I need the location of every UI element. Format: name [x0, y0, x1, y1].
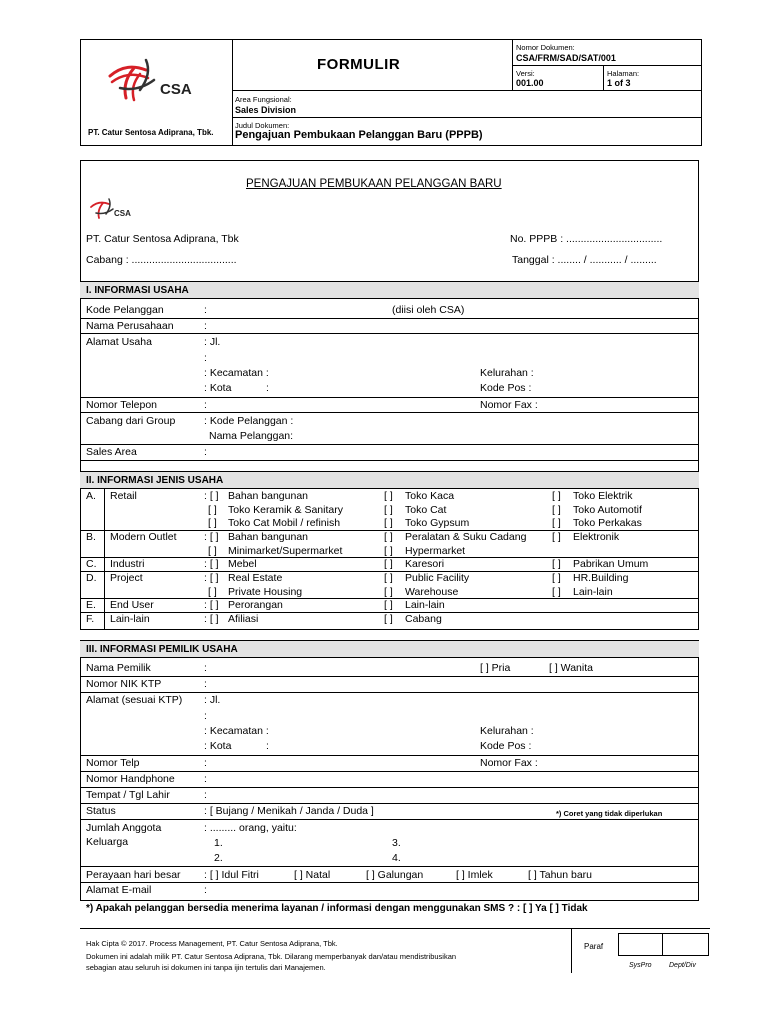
ttl-label: Tempat / Tgl Lahir: [86, 789, 170, 801]
header-divider: [232, 90, 702, 91]
option-checkbox[interactable]: [ ]: [208, 544, 217, 557]
jumlah-label-2: Keluarga: [86, 836, 129, 848]
doc-number-label: Nomor Dokumen:: [516, 43, 575, 52]
row-line: [80, 318, 699, 319]
ktp-jl-field[interactable]: : Jl.: [204, 694, 221, 706]
sms-question[interactable]: *) Apakah pelanggan bersedia menerima layanan / informasi dengan menggunakan SMS ? : [ ] Ya [ ] Tidak: [86, 903, 588, 914]
svg-text:CSA: CSA: [160, 81, 192, 98]
ttl-field[interactable]: :: [204, 789, 207, 801]
nama-perusahaan-field[interactable]: :: [204, 320, 207, 332]
category-letter: C.: [86, 558, 97, 570]
category-label: Industri: [110, 558, 145, 570]
jumlah-label-1: Jumlah Anggota: [86, 822, 162, 834]
notice-line-1: Dokumen ini adalah milik PT. Catur Sentosa Adiprana, Tbk. Dilarang memperbanyak dan/atau mendistribusikan: [86, 952, 457, 961]
page-value: 1 of 3: [607, 78, 631, 88]
family-2-field[interactable]: 2.: [214, 852, 223, 864]
option-checkbox[interactable]: : [ ]: [204, 490, 219, 502]
section-3-header: [80, 640, 699, 658]
galungan-checkbox[interactable]: [ ] Galungan: [366, 869, 424, 881]
option-checkbox[interactable]: [ ]: [552, 572, 561, 584]
dept-label: Dept/Div: [669, 962, 696, 969]
category-label: Retail: [110, 490, 137, 502]
header-divider: [232, 117, 702, 118]
status-note: *) Coret yang tidak diperlukan: [556, 809, 663, 818]
category-letter: A.: [86, 490, 96, 502]
version-value: 001.00: [516, 78, 544, 88]
option-label: Private Housing: [228, 585, 303, 598]
header-divider: [232, 39, 233, 146]
document-title: Pengajuan Pembukaan Pelanggan Baru (PPPB): [235, 129, 483, 141]
status-label: Status: [86, 805, 116, 817]
row-line: [80, 397, 699, 398]
option-label: Toko Gypsum: [405, 517, 470, 529]
family-1-field[interactable]: 1.: [214, 837, 223, 849]
option-checkbox[interactable]: : [ ]: [204, 558, 219, 570]
row-line: [80, 755, 699, 756]
row-line: [80, 803, 699, 804]
ktp-line-2-field[interactable]: :: [204, 710, 207, 722]
col-line: [104, 489, 105, 630]
svg-text:CSA: CSA: [114, 209, 131, 218]
option-label: Mebel: [228, 558, 257, 570]
option-checkbox[interactable]: [ ]: [384, 490, 393, 502]
wanita-checkbox[interactable]: [ ] Wanita: [549, 662, 593, 674]
option-checkbox[interactable]: [ ]: [384, 572, 393, 584]
option-label: Hypermarket: [405, 544, 466, 557]
option-label: Toko Automotif: [573, 503, 642, 516]
option-checkbox[interactable]: [ ]: [552, 490, 561, 502]
company-name: PT. Catur Sentosa Adiprana, Tbk.: [88, 128, 214, 137]
option-checkbox[interactable]: [ ]: [552, 585, 561, 598]
syspro-signature-box[interactable]: [618, 933, 663, 956]
colon: :: [266, 382, 269, 394]
option-label: Toko Keramik & Sanitary: [228, 503, 343, 516]
family-3-field[interactable]: 3.: [392, 837, 401, 849]
email-label: Alamat E-mail: [86, 884, 152, 896]
option-label: Bahan bangunan: [228, 490, 308, 502]
family-4-field[interactable]: 4.: [392, 852, 401, 864]
option-label: Cabang: [405, 613, 442, 625]
sales-area-label: Sales Area: [86, 446, 137, 458]
syspro-label: SysPro: [629, 962, 652, 969]
tahun-baru-checkbox[interactable]: [ ] Tahun baru: [528, 869, 593, 881]
option-label: HR.Building: [573, 572, 629, 584]
footer-rule: [80, 928, 710, 929]
option-checkbox[interactable]: [ ]: [384, 613, 393, 625]
title-label: Judul Dokumen:: [235, 121, 290, 130]
category-label: Lain-lain: [110, 613, 150, 625]
category-letter: D.: [86, 572, 97, 584]
section-1-title: I. INFORMASI USAHA: [86, 285, 189, 296]
version-label: Versi:: [516, 69, 535, 78]
category-label: Project: [110, 572, 143, 584]
section-2-title: II. INFORMASI JENIS USAHA: [86, 475, 224, 486]
nomor-telp-label: Nomor Telp: [86, 757, 140, 769]
colon: :: [204, 304, 207, 316]
sales-area-field[interactable]: :: [204, 446, 207, 458]
dept-signature-box[interactable]: [662, 933, 709, 956]
option-checkbox[interactable]: [ ]: [552, 558, 561, 570]
nama-pemilik-field[interactable]: :: [204, 662, 207, 674]
cabang-group-label: Cabang dari Group: [86, 415, 176, 427]
category-label: Modern Outlet: [110, 531, 177, 543]
nama-perusahaan-label: Nama Perusahaan: [86, 320, 174, 332]
colon: :: [266, 740, 269, 752]
no-pppb-field[interactable]: No. PPPB : .................................: [510, 233, 663, 245]
header-divider: [512, 65, 702, 66]
imlek-checkbox[interactable]: [ ] Imlek: [456, 869, 493, 881]
section-3-title: III. INFORMASI PEMILIK USAHA: [86, 644, 238, 655]
form-company: PT. Catur Sentosa Adiprana, Tbk: [86, 233, 239, 245]
nomor-telepon-label: Nomor Telepon: [86, 399, 158, 411]
option-label: Toko Kaca: [405, 490, 455, 502]
area-value: Sales Division: [235, 105, 297, 115]
row-line: [80, 333, 699, 334]
option-checkbox[interactable]: [ ]: [552, 517, 561, 529]
paraf-label: Paraf: [584, 942, 604, 951]
option-label: Pabrikan Umum: [573, 558, 649, 570]
nik-label: Nomor NIK KTP: [86, 678, 162, 690]
ktp-kota-field[interactable]: : Kota: [204, 740, 232, 752]
nomor-telp-field[interactable]: :: [204, 757, 207, 769]
perayaan-label: Perayaan hari besar: [86, 869, 181, 881]
form-label: FORMULIR: [317, 56, 401, 73]
notice-line-2: sebagian atau seluruh isi dokumen ini tanpa ijin tertulis dari Manajemen.: [86, 963, 326, 972]
csa-small-logo-icon: [88, 196, 140, 222]
option-checkbox[interactable]: [ ]: [384, 599, 393, 611]
option-label: Toko Perkakas: [573, 517, 642, 529]
ktp-kelurahan-field[interactable]: Kelurahan :: [480, 725, 534, 737]
option-checkbox[interactable]: [ ]: [208, 503, 217, 516]
category-letter: E.: [86, 599, 96, 611]
alamat-line-2-field[interactable]: :: [204, 352, 207, 364]
handphone-label: Nomor Handphone: [86, 773, 175, 785]
row-line: [80, 771, 699, 772]
option-label: Peralatan & Suku Cadang: [405, 531, 527, 543]
alamat-ktp-label: Alamat (sesuai KTP): [86, 694, 183, 706]
option-checkbox[interactable]: : [ ]: [204, 613, 219, 625]
nama-pemilik-label: Nama Pemilik: [86, 662, 151, 674]
row-line: [80, 412, 699, 413]
option-checkbox[interactable]: [ ]: [384, 531, 393, 543]
option-checkbox[interactable]: : [ ]: [204, 531, 219, 543]
alamat-usaha-label: Alamat Usaha: [86, 336, 152, 348]
nomor-telepon-field[interactable]: :: [204, 399, 207, 411]
row-line: [80, 866, 699, 867]
status-field[interactable]: : [ Bujang / Menikah / Janda / Duda ]: [204, 805, 374, 817]
nik-field[interactable]: :: [204, 678, 207, 690]
email-field[interactable]: :: [204, 884, 207, 896]
owner-fax-field[interactable]: Nomor Fax :: [480, 757, 538, 769]
option-checkbox[interactable]: [ ]: [552, 503, 561, 516]
ktp-kodepos-field[interactable]: Kode Pos :: [480, 740, 532, 752]
option-label: Lain-lain: [405, 599, 445, 611]
group-nama-pelanggan-field[interactable]: Nama Pelanggan:: [209, 430, 294, 442]
option-label: Toko Elektrik: [573, 490, 633, 502]
option-label: Lain-lain: [573, 585, 613, 598]
category-letter: F.: [86, 613, 95, 625]
header-divider: [603, 65, 604, 90]
nomor-fax-field[interactable]: Nomor Fax :: [480, 399, 538, 411]
category-label: End User: [110, 599, 154, 611]
section-2-header: [80, 471, 699, 489]
section-1-header: [80, 281, 699, 299]
option-label: Toko Cat Mobil / refinish: [228, 517, 341, 529]
kode-pelanggan-label: Kode Pelanggan: [86, 304, 164, 316]
option-checkbox[interactable]: [ ]: [384, 517, 393, 529]
alamat-jl-field[interactable]: : Jl.: [204, 336, 221, 348]
row-line: [80, 882, 699, 883]
group-kode-pelanggan-field[interactable]: : Kode Pelanggan :: [204, 415, 294, 427]
footer-divider: [571, 928, 572, 973]
kecamatan-field[interactable]: : Kecamatan :: [204, 367, 269, 379]
option-checkbox[interactable]: : [ ]: [204, 599, 219, 611]
option-checkbox[interactable]: [ ]: [384, 503, 393, 516]
row-line: [80, 460, 699, 461]
kelurahan-field[interactable]: Kelurahan :: [480, 367, 534, 379]
option-label: Elektronik: [573, 531, 620, 543]
row-line: [80, 444, 699, 445]
option-checkbox[interactable]: [ ]: [208, 585, 217, 598]
doc-number: CSA/FRM/SAD/SAT/001: [516, 53, 616, 63]
option-checkbox[interactable]: [ ]: [384, 585, 393, 598]
page-label: Halaman:: [607, 69, 640, 78]
option-label: Public Facility: [405, 572, 470, 584]
row-line: [80, 676, 699, 677]
option-checkbox[interactable]: : [ ]: [204, 572, 219, 584]
option-label: Perorangan: [228, 599, 283, 611]
tanggal-field[interactable]: Tanggal : ........ / ........... / .........: [512, 254, 657, 266]
kodepos-field[interactable]: Kode Pos :: [480, 382, 532, 394]
ktp-kecamatan-field[interactable]: : Kecamatan :: [204, 725, 269, 737]
option-checkbox[interactable]: [ ]: [384, 558, 393, 570]
option-label: Real Estate: [228, 572, 283, 584]
copyright: Hak Cipta © 2017. Process Management, PT. Catur Sentosa Adiprana, Tbk.: [86, 939, 338, 948]
pria-checkbox[interactable]: [ ] Pria: [480, 662, 511, 674]
cabang-field[interactable]: Cabang : ....................................: [86, 254, 237, 266]
area-label: Area Fungsional:: [235, 95, 292, 104]
option-checkbox[interactable]: [ ]: [384, 544, 393, 557]
option-checkbox[interactable]: [ ]: [552, 531, 561, 543]
row-line: [80, 787, 699, 788]
option-label: Minimarket/Supermarket: [228, 544, 343, 557]
option-checkbox[interactable]: [ ]: [208, 517, 217, 529]
kode-note: (diisi oleh CSA): [392, 304, 465, 316]
jumlah-field[interactable]: : ......... orang, yaitu:: [204, 822, 297, 834]
handphone-field[interactable]: :: [204, 773, 207, 785]
category-letter: B.: [86, 531, 96, 543]
idul-fitri-checkbox[interactable]: : [ ] Idul Fitri: [204, 869, 259, 881]
option-label: Karesori: [405, 558, 445, 570]
option-label: Toko Cat: [405, 503, 447, 516]
option-label: Bahan bangunan: [228, 531, 308, 543]
kota-field[interactable]: : Kota: [204, 382, 232, 394]
csa-logo-icon: [104, 54, 204, 106]
row-line: [80, 692, 699, 693]
natal-checkbox[interactable]: [ ] Natal: [294, 869, 331, 881]
option-label: Afiliasi: [228, 613, 259, 625]
option-label: Warehouse: [405, 585, 459, 598]
form-heading: PENGAJUAN PEMBUKAAN PELANGGAN BARU: [246, 178, 502, 190]
